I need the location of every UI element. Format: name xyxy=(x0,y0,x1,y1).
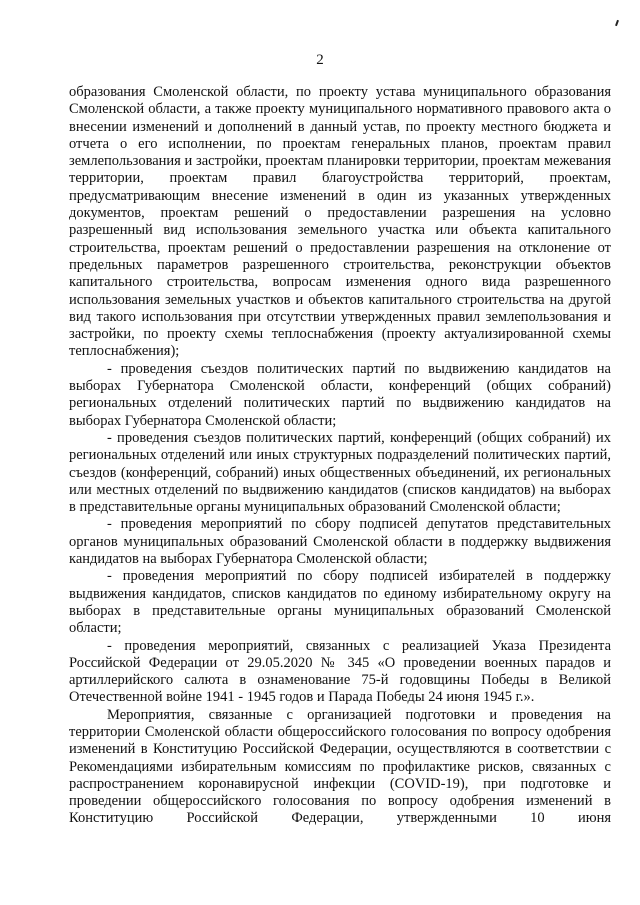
paragraph-deputy-signatures: - проведения мероприятий по сбору подписей депутатов представительных органов муниципальных образований Смоленской области в поддержку выдвижения кандидатов на выборах Губернатора Смоленской области; xyxy=(69,516,611,568)
paragraph-victory-parade-decree: - проведения мероприятий, связанных с реализацией Указа Президента Российской Федерации от 29.05.2020 № 345 «О проведении военных парадов и артиллерийского салюта в ознаменование 75-й годовщины Победы в Великой Отечественной войне 1941 - 1945 годов и Парада Победы 24 июня 1945 г.». xyxy=(69,637,611,706)
paragraph-continuation: образования Смоленской области, по проекту устава муниципального образования Смоленской области, а также проекту муниципального нормативного правового акта о внесении изменений и дополнений в данный устав, по проекту местного бюджета и отчета о его исполнении, по проектам генеральных планов, проектам правил землепользования и застройки, проектам планировки территории, проектам межевания территории, проектам правил благоустройства территорий, проектам, предусматривающим внесение изменений в один из указанных утвержденных документов, проектам решений о предоставлении разрешения на условно разрешенный вид использования земельного участка или объекта капитального строительства, проектам решений о предоставлении разрешения на отклонение от предельных параметров разрешенного строительства, реконструкции объектов капитального строительства, вопросам изменения одного вида разрешенного использования земельных участков и объектов капитального строительства на другой вид такого использования при отсутствии утвержденных правил землепользования и застройки, по проекту схемы теплоснабжения (проекту актуализированной схемы теплоснабжения); xyxy=(69,84,611,360)
paragraph-vote-measures: Мероприятия, связанные с организацией подготовки и проведения на территории Смоленской области общероссийского голосования по вопросу одобрения изменений в Конституцию Российской Федерации, осуществляются в соответствии с Рекомендациями избирательным комиссиям по профилактике рисков, связанных с распространением коронавирусной инфекции (COVID-19), при подготовке и проведении общероссийского голосования по вопросу одобрения изменений в Конституцию Российской Федерации, утвержденными 10 июня xyxy=(69,706,611,827)
paragraph-voter-signatures: - проведения мероприятий по сбору подписей избирателей в поддержку выдвижения кандидатов, списков кандидатов по единому избирательному округу на выборах в представительные органы муниципальных образований Смоленской области; xyxy=(69,568,611,637)
page-number: 2 xyxy=(316,52,324,68)
paragraph-party-congresses-municipal: - проведения съездов политических партий, конференций (общих собраний) их региональных отделений или иных структурных подразделений политических партий, съездов (конференций, собраний) иных общественных объединений, их региональных или местных отделений по выдвижению кандидатов (списков кандидатов) на выборах в представительные органы муниципальных образований Смоленской области; xyxy=(69,429,611,516)
document-body xyxy=(69,84,611,828)
paragraph-party-congresses-governor: - проведения съездов политических партий по выдвижению кандидатов на выборах Губернатора Смоленской области, конференций (общих собраний) региональных отделений политических партий по выдвижению кандидатов на выборах Губернатора Смоленской области; xyxy=(69,360,611,429)
scan-mark xyxy=(615,20,619,26)
